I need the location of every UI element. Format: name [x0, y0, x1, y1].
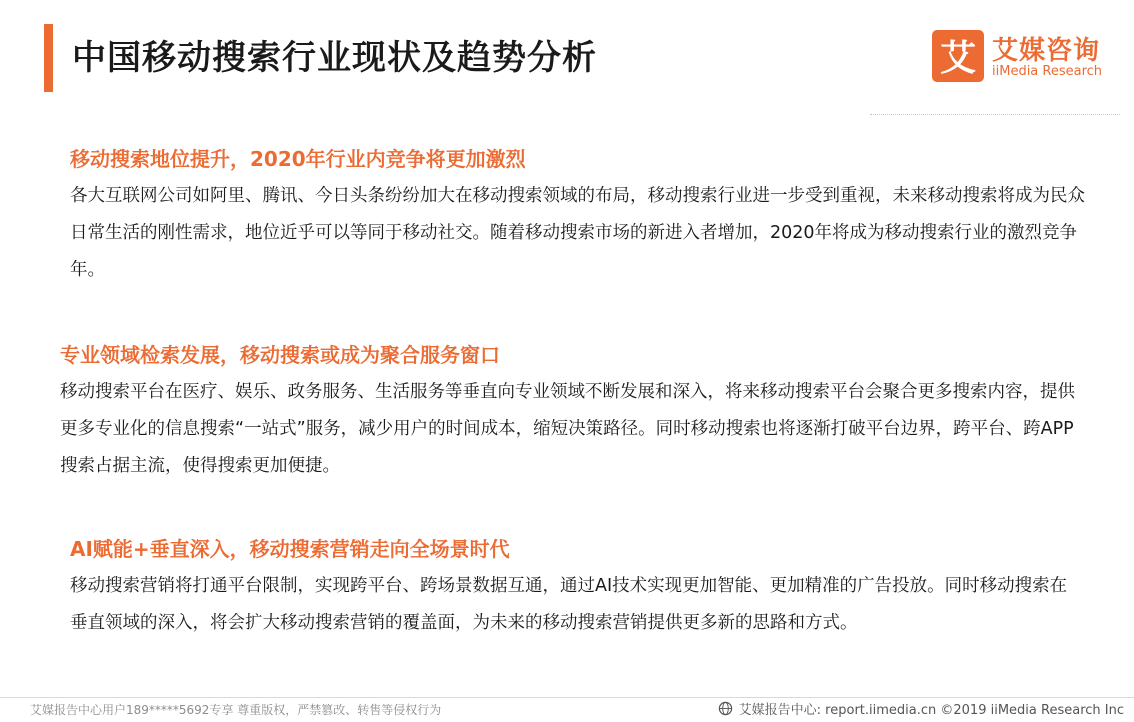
section-body: 移动搜索平台在医疗、娱乐、政务服务、生活服务等垂直向专业领域不断发展和深入，将来移动搜索平台会聚合更多搜索内容，提供更多专业化的信息搜索“一站式”服务，减少用户的时间成本，缩短决策路径。同时移动搜索也将逐渐打破平台边界，跨平台、跨APP搜索占据主流，使得搜索更加便捷。 [60, 382, 1075, 476]
section-heading: AI赋能+垂直深入，移动搜索营销走向全场景时代 [70, 537, 510, 561]
logo-glyph [932, 30, 984, 82]
section-heading: 专业领域检索发展，移动搜索或成为聚合服务窗口 [60, 343, 500, 367]
footer-copyright-notice: 艾媒报告中心用户189*****5692专享 尊重版权，严禁篡改、转售等侵权行为 [30, 703, 442, 717]
brand-logo [932, 30, 1122, 86]
logo-glyph-text: 艾 [939, 38, 977, 79]
header-dotted-divider [870, 114, 1120, 115]
section-ai-marketing [70, 533, 1080, 642]
iimedia-logo-icon [932, 30, 984, 82]
section-heading: 移动搜索地位提升，2020年行业内竞争将更加激烈 [70, 147, 526, 171]
footer-source-text: 艾媒报告中心: report.iimedia.cn ©2019 iiMedia Research Inc [738, 703, 1124, 718]
logo-name-cn: 艾媒咨询 [992, 36, 1101, 66]
page-title: 中国移动搜索行业现状及趋势分析 [72, 38, 597, 78]
section-body: 移动搜索营销将打通平台限制，实现跨平台、跨场景数据互通，通过AI技术实现更加智能、更加精准的广告投放。同时移动搜索在垂直领域的深入，将会扩大移动搜索营销的覆盖面，为未来的移动搜索营销提供更多新的思路和方式。 [70, 576, 1068, 633]
globe-icon [718, 701, 733, 716]
footer-source [718, 699, 1124, 718]
section-search-position [70, 143, 1090, 289]
logo-name-en: iiMedia Research [992, 64, 1103, 79]
section-body: 各大互联网公司如阿里、腾讯、今日头条纷纷加大在移动搜索领域的布局，移动搜索行业进一步受到重视，未来移动搜索将成为民众日常生活的刚性需求，地位近乎可以等同于移动社交。随着移动搜索市场的新进入者增加，2020年将成为移动搜索行业的激烈竞争年。 [70, 186, 1085, 280]
footer-divider [0, 697, 1134, 698]
title-accent-bar [44, 24, 53, 92]
section-vertical-search [60, 339, 1080, 485]
